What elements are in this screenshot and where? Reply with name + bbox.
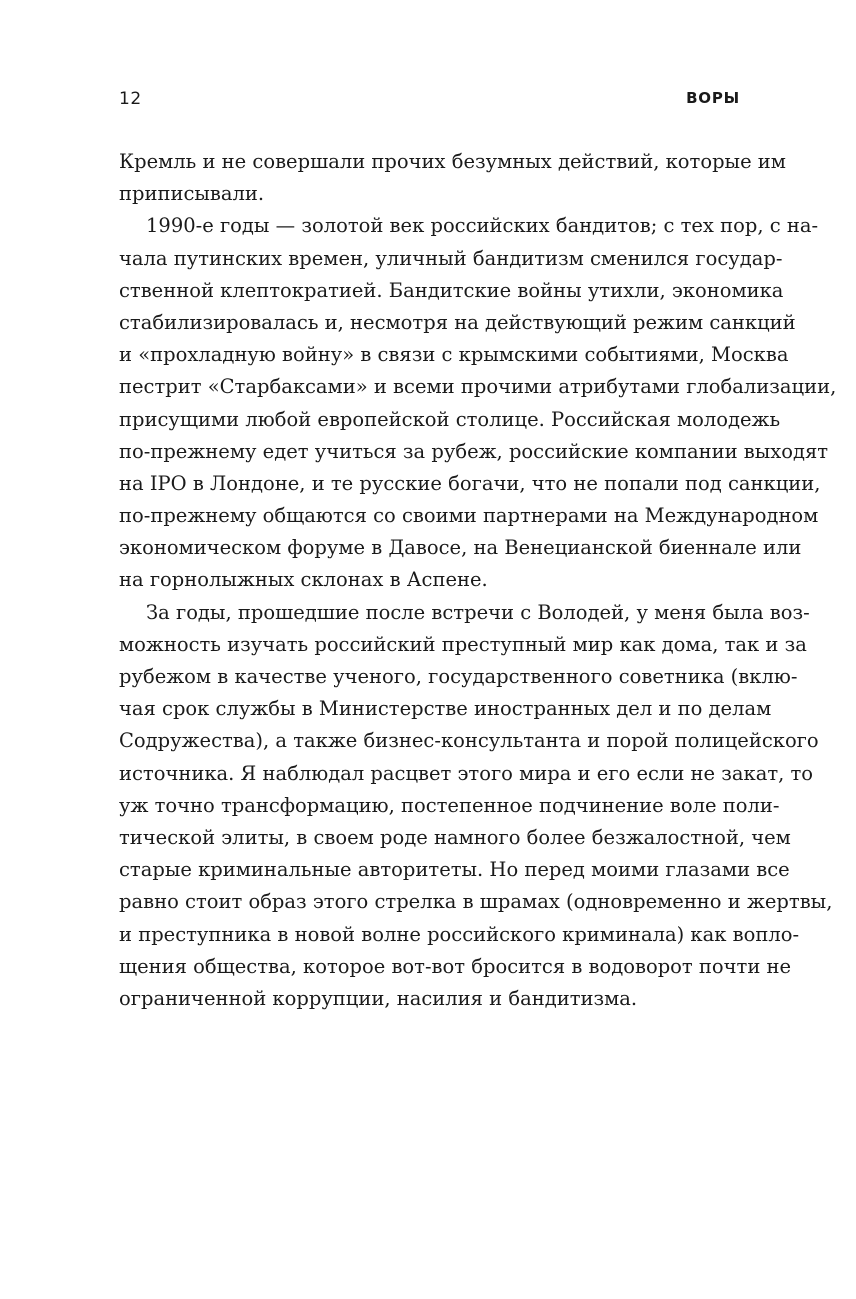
- text-line: и «прохладную войну» в связи с крымскими событиями, Москва: [119, 343, 789, 367]
- text-line: рубежом в качестве ученого, государственного советника (вклю-: [119, 665, 798, 688]
- page-number: 12: [119, 89, 142, 109]
- body-text: [119, 146, 837, 1015]
- text-line: на горнолыжных склонах в Аспене.: [119, 568, 488, 592]
- text-line: приписывали.: [119, 182, 265, 206]
- text-line: ственной клептократией. Бандитские войны утихли, экономика: [119, 278, 784, 302]
- text-line: Кремль и не совершали прочих безумных действий, которые им: [119, 150, 786, 173]
- text-line: чала путинских времен, уличный бандитизм сменился государ-: [119, 246, 783, 270]
- text-line: щения общества, которое вот-вот бросится в водоворот почти не: [119, 954, 792, 978]
- text-line: присущими любой европейской столице. Российская молодежь: [119, 407, 781, 431]
- text-line: ограниченной коррупции, насилия и бандитизма.: [119, 986, 638, 1010]
- text-line: пестрит «Старбаксами» и всеми прочими атрибутами глобализации,: [119, 375, 837, 399]
- text-line: старые криминальные авторитеты. Но перед моими глазами все: [119, 858, 790, 882]
- text-line: источника. Я наблюдал расцвет этого мира и его если не закат, то: [119, 761, 814, 785]
- text-line: по-прежнему едет учиться за рубеж, российские компании выходят: [119, 439, 829, 463]
- text-line: и преступника в новой волне российского криминала) как вопло-: [119, 922, 800, 946]
- text-line: чая срок службы в Министерстве иностранных дел и по делам: [119, 697, 772, 721]
- text-line: можность изучать российский преступный мир как дома, так и за: [119, 632, 807, 656]
- text-line: За годы, прошедшие после встречи с Володей, у меня была воз-: [146, 600, 810, 624]
- text-line: уж точно трансформацию, постепенное подчинение воле поли-: [119, 793, 780, 817]
- text-line: на IPO в Лондоне, и те русские богачи, что не попали под санкции,: [119, 471, 821, 495]
- text-line: 1990-е годы — золотой век российских бандитов; с тех пор, с на-: [146, 214, 819, 238]
- text-line: экономическом форуме в Давосе, на Венецианской биеннале или: [119, 536, 802, 560]
- text-line: тической элиты, в своем роде намного более безжалостной, чем: [119, 825, 791, 849]
- running-head: ВОРЫ: [686, 89, 740, 107]
- text-line: равно стоит образ этого стрелка в шрамах (одновременно и жертвы,: [119, 890, 833, 914]
- text-line: по-прежнему общаются со своими партнерами на Международном: [119, 504, 819, 528]
- text-line: стабилизировалась и, несмотря на действующий режим санкций: [119, 310, 796, 334]
- text-line: Содружества), а также бизнес-консультанта и порой полицейского: [119, 729, 819, 753]
